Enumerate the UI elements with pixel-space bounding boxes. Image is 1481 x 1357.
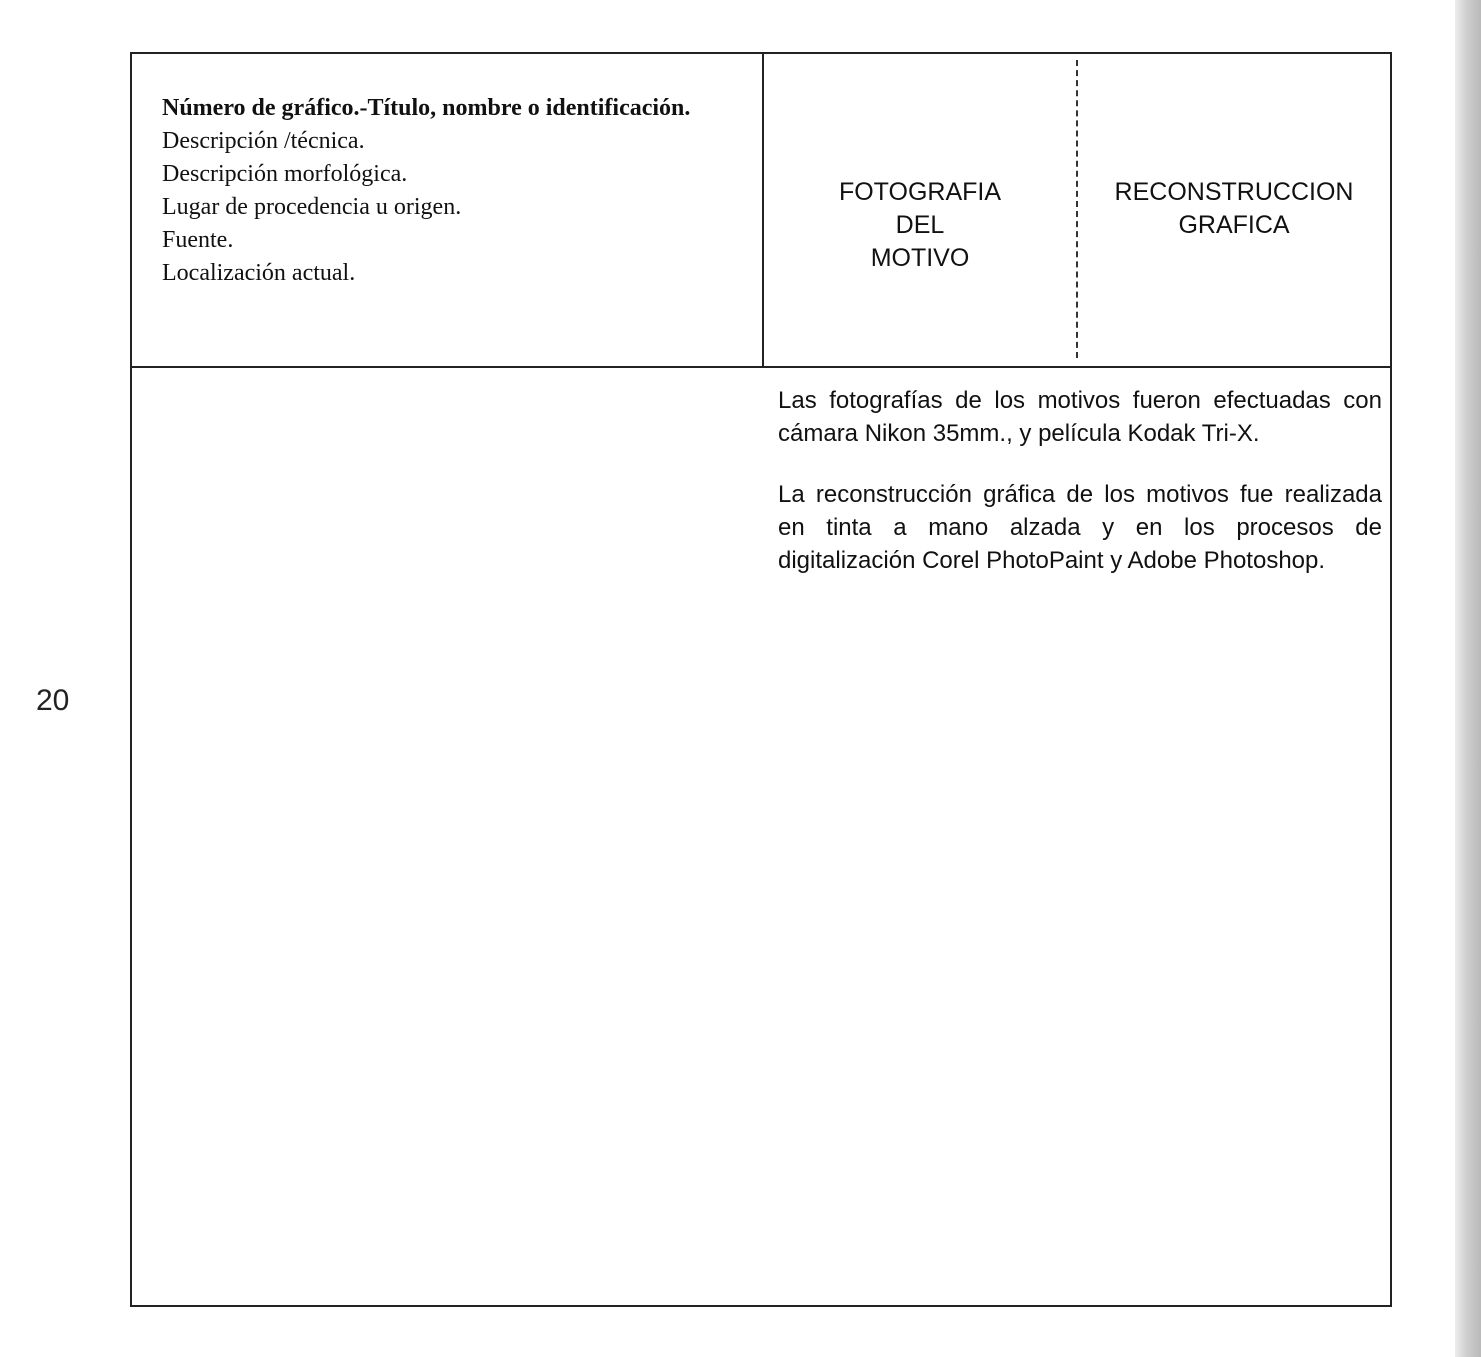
header-row: [132, 54, 1390, 368]
photo-label-line-2: DEL: [895, 211, 945, 239]
photo-cell: [764, 54, 1076, 366]
notes-block: [778, 384, 1382, 605]
reconstruction-cell: [1078, 54, 1390, 366]
page-number: 20: [36, 684, 70, 717]
photo-label-line-3: MOTIVO: [870, 244, 970, 272]
description-source: Fuente.: [162, 227, 234, 253]
description-technique: Descripción /técnica.: [162, 128, 365, 154]
record-sheet-frame: [130, 52, 1392, 1307]
reconstruction-label-line-1: RECONSTRUCCION: [1114, 178, 1354, 206]
note-reconstruction: La reconstrucción gráfica de los motivos fue realizada en tinta a mano alzada y en los procesos de digitalización Corel PhotoPaint y Adobe Photoshop.: [778, 481, 1382, 574]
description-location: Localización actual.: [162, 260, 356, 286]
note-photography: Las fotografías de los motivos fueron efectuadas con cámara Nikon 35mm., y película Kodak Tri-X.: [778, 387, 1382, 447]
page-edge-shadow: [1455, 0, 1481, 1357]
photo-label-line-1: FOTOGRAFIA: [838, 178, 1002, 206]
reconstruction-label-line-2: GRAFICA: [1178, 211, 1290, 239]
description-morphology: Descripción morfológica.: [162, 161, 408, 187]
description-origin: Lugar de procedencia u origen.: [162, 194, 462, 220]
description-cell: [132, 54, 764, 366]
description-title: Número de gráfico.-Título, nombre o identificación.: [162, 95, 691, 121]
